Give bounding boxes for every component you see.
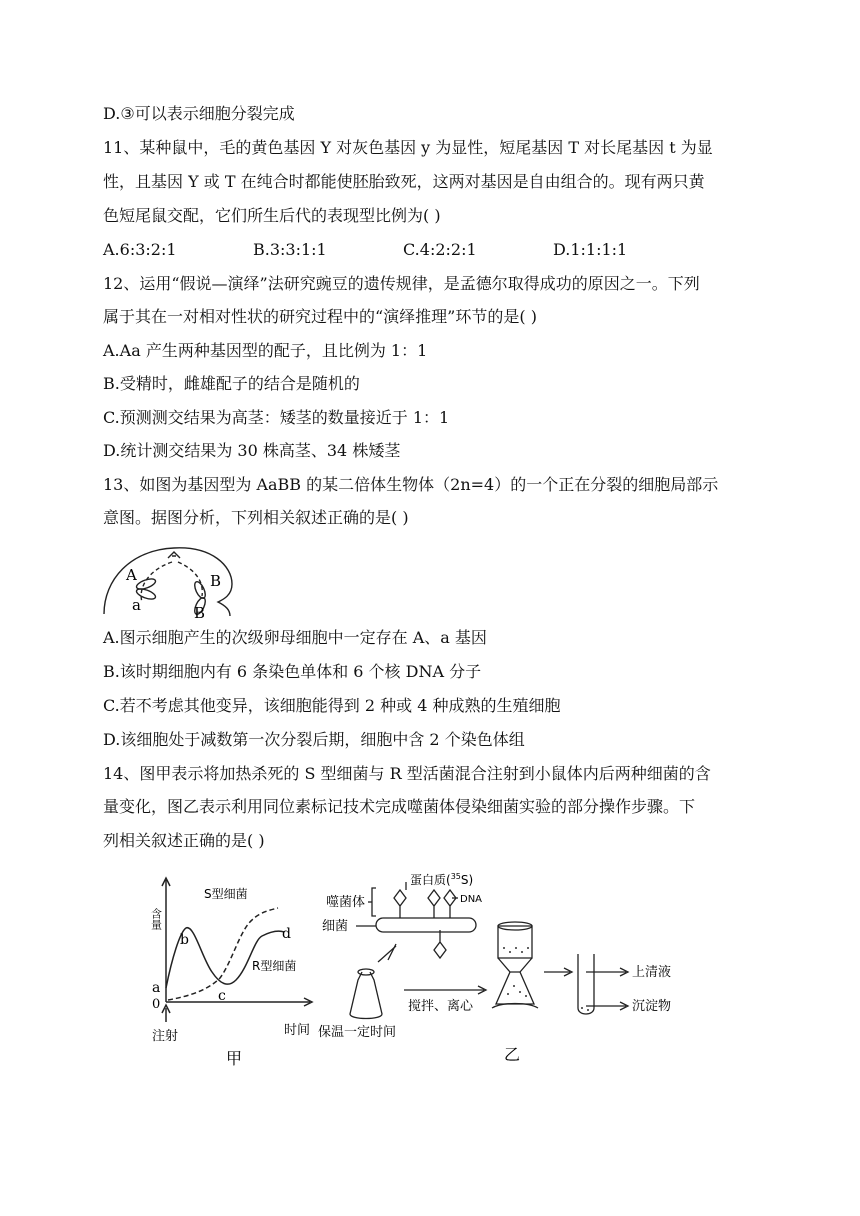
q11-option-c[interactable]: C.4:2:2:1 [403,240,477,259]
centrifuge-dots [503,947,589,1011]
jia-point-d: d [282,926,291,942]
q13-option-d[interactable]: D.该细胞处于减数第一次分裂后期，细胞中含 2 个染色体组 [103,730,525,749]
jia-point-a: a [152,980,161,996]
q12-option-c[interactable]: C.预测测交结果为高茎：矮茎的数量接近于 1：1 [103,408,450,427]
q14-stem-line-1: 14、图甲表示将加热杀死的 S 型细菌与 R 型活菌混合注射到小鼠体内后两种细菌的含 [103,764,711,783]
q13-stem-line-2: 意图。据图分析，下列相关叙述正确的是( ) [103,508,409,527]
phage-1 [394,890,406,918]
q11-stem-line-1: 11、某种鼠中，毛的黄色基因 Y 对灰色基因 y 为显性，短尾基因 T 对长尾基因 t 为显 [103,138,713,157]
yi-supernatant-label: 上清液 [632,965,672,980]
phage-2 [428,890,440,918]
s-bacteria-curve [168,908,278,1000]
figure-yi [316,868,696,1068]
gene-label-a: a [132,596,141,614]
q11-option-a[interactable]: A.6:3:2:1 [103,240,177,259]
q12-option-b[interactable]: B.受精时，雌雄配子的结合是随机的 [103,374,360,393]
phage-bracket [372,888,376,916]
jia-inject-label: 注射 [152,1029,179,1044]
phage-3 [444,890,456,918]
flask-arrow [378,946,396,962]
q13-option-c[interactable]: C.若不考虑其他变异，该细胞能得到 2 种或 4 种成熟的生殖细胞 [103,696,561,715]
jia-origin: 0 [152,997,161,1012]
jia-ylabel: 含量 [149,908,163,930]
q12-stem-line-1: 12、运用“假说—演绎”法研究豌豆的遗传规律，是孟德尔取得成功的原因之一。下列 [103,274,700,293]
jia-point-b: b [180,932,189,948]
q14-stem-line-2: 量变化，图乙表示利用同位素标记技术完成噬菌体侵染细菌实验的部分操作步骤。下 [103,797,696,816]
q10-option-d: D.③可以表示细胞分裂完成 [103,104,295,123]
gene-label-B-bottom: B [194,604,206,620]
centrifuge-cup-top [498,926,532,958]
yi-bacterium-label: 细菌 [322,919,349,934]
yi-phage-label: 噬菌体 [326,895,366,910]
bacterium-body [376,918,476,932]
yi-stir-label: 搅拌、离心 [408,999,474,1014]
gene-label-B-top: B [210,572,222,590]
centriole [168,552,180,558]
jia-caption: 甲 [226,1049,243,1068]
q13-option-b[interactable]: B.该时期细胞内有 6 条染色单体和 6 个核 DNA 分子 [103,662,482,681]
yi-incubate-label: 保温一定时间 [318,1025,397,1040]
gene-label-A: A [126,566,137,584]
yi-sediment-label: 沉淀物 [632,999,672,1014]
centrifuge-funnel [498,958,532,972]
flask [350,972,382,1019]
jia-r-label: R型细菌 [252,959,297,973]
spindle-right [178,562,202,596]
q14-stem-line-3: 列相关叙述正确的是( ) [103,831,265,850]
q12-option-d[interactable]: D.统计测交结果为 30 株高茎、34 株矮茎 [103,441,401,460]
q11-stem-line-3: 色短尾鼠交配，它们所生后代的表现型比例为( ) [103,206,441,225]
test-tube [578,954,594,1014]
q13-option-a[interactable]: A.图示细胞产生的次级卵母细胞中一定存在 A、a 基因 [103,628,487,647]
q11-option-d[interactable]: D.1:1:1:1 [553,240,628,259]
jia-s-label: S型细菌 [204,887,248,901]
centrifuge-base [496,972,534,1004]
q13-stem-line-1: 13、如图为基因型为 AaBB 的某二倍体生物体（2n=4）的一个正在分裂的细胞局部示 [103,475,719,494]
q11-option-b[interactable]: B.3:3:1:1 [253,240,327,259]
q11-stem-line-2: 性，且基因 Y 或 T 在纯合时都能使胚胎致死，这两对基因是自由组合的。现有两只黄 [103,172,705,191]
q12-option-a[interactable]: A.Aa 产生两种基因型的配子，且比例为 1：1 [103,341,428,360]
phage-4 [434,930,446,958]
q12-stem-line-2: 属于其在一对相对性状的研究过程中的“演绎推理”环节的是( ) [103,307,537,326]
yi-dna-label: DNA [460,894,483,905]
q13-cell-figure [100,540,250,620]
yi-protein-label: 蛋白质($^{35}$S) [410,872,474,887]
figure-jia [140,870,330,1070]
chromosome-right-upper [193,580,208,600]
yi-caption: 乙 [504,1045,521,1064]
jia-point-c: c [218,988,226,1004]
spindle-left [141,562,172,602]
jia-xlabel: 时间 [284,1023,311,1038]
